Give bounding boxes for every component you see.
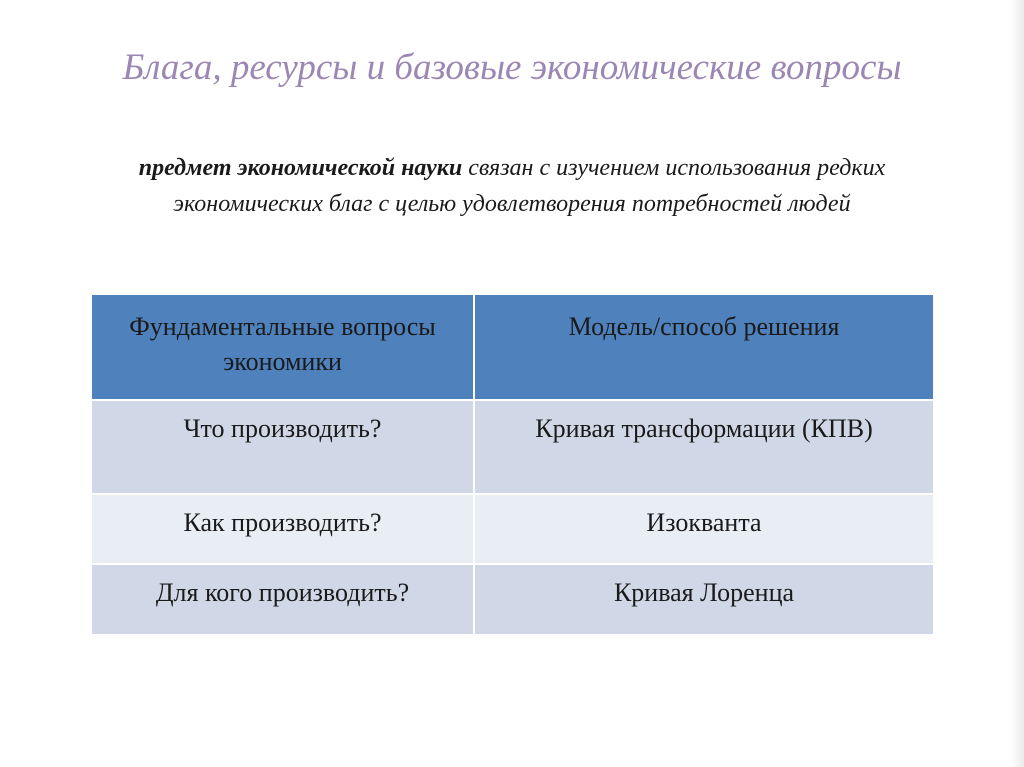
question-cell: Что производить?	[92, 400, 474, 494]
slide-subtitle	[120, 150, 904, 222]
question-cell: Для кого производить?	[92, 564, 474, 634]
table-header-row	[92, 295, 933, 400]
table-row	[92, 564, 933, 634]
header-cell-questions: Фундаментальные вопросы экономики	[92, 295, 474, 400]
economics-questions-table	[92, 295, 933, 634]
model-cell: Изокванта	[474, 494, 933, 564]
model-cell: Кривая трансформации (КПВ)	[474, 400, 933, 494]
subtitle-text: связан с изучением использования редких экономических благ с целью удовлетворения потребностей людей	[173, 155, 886, 217]
table-row	[92, 494, 933, 564]
question-cell: Как производить?	[92, 494, 474, 564]
slide-title: Блага, ресурсы и базовые экономические вопросы	[122, 47, 902, 88]
subtitle-bold-term: предмет экономической науки	[138, 155, 463, 181]
table-row	[92, 400, 933, 494]
header-cell-model: Модель/способ решения	[474, 295, 933, 400]
model-cell: Кривая Лоренца	[474, 564, 933, 634]
slide-edge-shadow	[1010, 0, 1024, 767]
